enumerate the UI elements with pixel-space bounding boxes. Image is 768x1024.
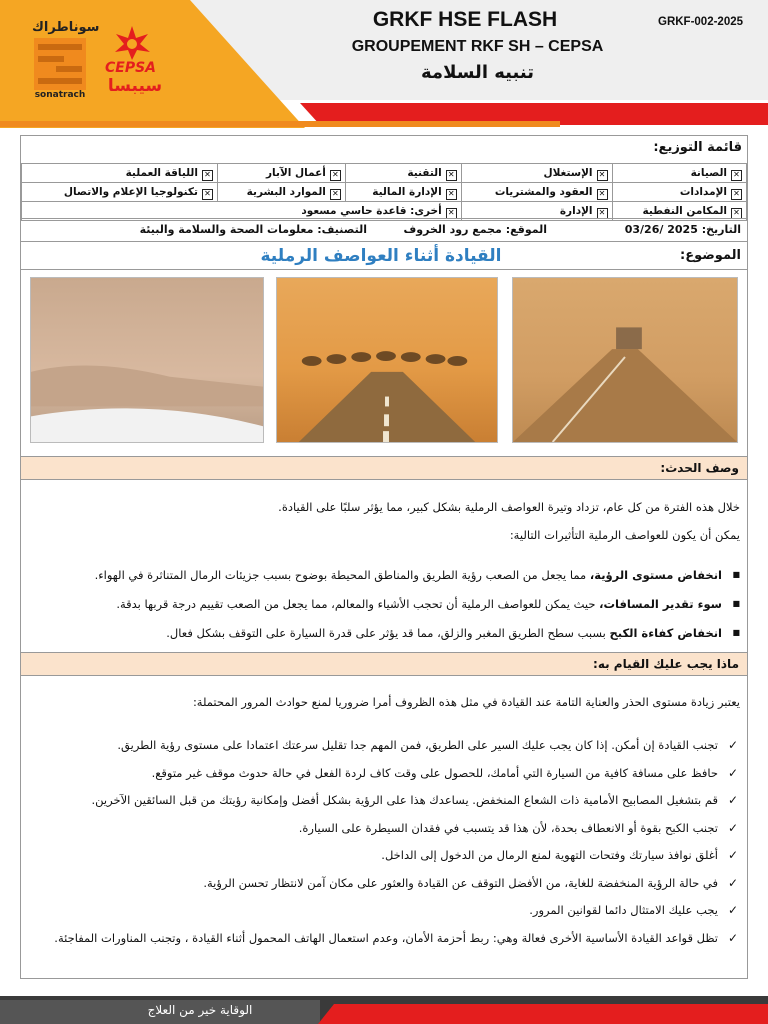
cepsa-logo-text: CEPSA: [105, 60, 157, 76]
distribution-item: ✕أخرى: قاعدة حاسي مسعود: [22, 202, 462, 221]
event-section-label: وصف الحدث:: [660, 461, 739, 475]
list-item: ✓ في حالة الرؤية المنخفضة للغاية، من الأفضل التوقف عن القيادة والعثور على مكان آمن لانتظار تحسن الرؤية.: [30, 874, 740, 892]
list-item: ✓ قم بتشغيل المصابيح الأمامية ذات الشعاع المنخفض. يساعدك هذا على الرؤية بشكل أفضل وإمكانية رؤيتك من قبل السائقين الآخرين.: [30, 791, 740, 809]
list-item: ✓ حافظ على مسافة كافية من السيارة التي أمامك، للحصول على وقت كاف لردة الفعل في حالة حدوث موقف غير متوقع.: [30, 764, 740, 782]
checkbox-checked-icon: ✕: [597, 189, 608, 200]
subject-row: [21, 243, 747, 270]
distribution-item: ✕الموارد البشرية: [217, 183, 345, 202]
distribution-row: [22, 183, 747, 202]
actions-intro: يعتبر زيادة مستوى الحذر والعناية التامة عند القيادة في مثل هذه الظروف أمرا ضروريا لمنع حوادث المرور المحتملة:: [192, 695, 740, 709]
distribution-item: ✕العقود والمشتريات: [461, 183, 612, 202]
effects-list: [40, 566, 740, 653]
list-item: ■ سوء تقدير المسافات، حيث يمكن للعواصف الرملية أن تحجب الأشياء والمعالم، مما يجعل من الصعب تقييم درجة قربها بدقة.: [40, 595, 740, 613]
distribution-item: ✕الإمدادات: [612, 183, 746, 202]
checkbox-checked-icon: ✕: [731, 208, 742, 219]
page-title-arabic: تنبيه السلامة: [421, 62, 534, 83]
distribution-item: ✕أعمال الآبار: [217, 164, 345, 183]
list-item: ■ انخفاض كفاءة الكبح بسبب سطح الطريق المغبر والزلق، مما قد يؤثر على قدرة السيارة على التوقف بشكل فعال.: [40, 624, 740, 642]
list-item: ✓ أغلق نوافذ سيارتك وفتحات التهوية لمنع الرمال من الدخول إلى الداخل.: [30, 846, 740, 864]
location-field: الموقع: مجمع رود الخروف: [403, 223, 547, 236]
distribution-item: ✕الإدارة المالية: [345, 183, 461, 202]
checkbox-checked-icon: ✕: [597, 208, 608, 219]
header-accent-stripe: [0, 121, 560, 127]
photo-truck-dust: [512, 277, 738, 443]
checkbox-checked-icon: ✕: [731, 189, 742, 200]
subject-title: القيادة أثناء العواصف الرملية: [260, 246, 502, 266]
distribution-item: ✕الإستغلال: [461, 164, 612, 183]
list-item: ✓ تجنب القيادة إن أمكن. إذا كان يجب عليك السير على الطريق، فمن المهم جدا تقليل سرعتك اعتمادا على مستوى رؤية الطريق.: [30, 736, 740, 754]
date-field: التاريخ: 2025 /03/26: [624, 223, 741, 236]
cepsa-logo-arabic: سيبسا: [107, 76, 163, 96]
footer-slogan: الوقاية خير من العلاج: [147, 1003, 253, 1017]
distribution-item: ✕اللياقة العملية: [22, 164, 218, 183]
checkbox-checked-icon: ✕: [597, 170, 608, 181]
checkbox-checked-icon: ✕: [202, 189, 213, 200]
subject-label: الموضوع:: [680, 248, 741, 263]
sonatrach-logo-arabic: سوناطراك: [32, 20, 100, 35]
distribution-list-title: قائمة التوزيع:: [653, 140, 742, 155]
event-intro-1: خلال هذه الفترة من كل عام، تزداد وتيرة العواصف الرملية بشكل كبير، مما يؤثر سلبًا على القيادة.: [278, 500, 740, 514]
actions-section-bar: [21, 652, 747, 676]
checkbox-checked-icon: ✕: [446, 170, 457, 181]
distribution-table: [21, 163, 747, 221]
checkbox-checked-icon: ✕: [731, 170, 742, 181]
list-item: ✓ تظل قواعد القيادة الأساسية الأخرى فعالة وهي: ربط أحزمة الأمان، وعدم استعمال الهاتف المحمول أثناء القيادة ، وتجنب المناورات المفاجئة.: [30, 929, 740, 947]
list-item: ■ انخفاض مستوى الرؤية، مما يجعل من الصعب رؤية الطريق والمناطق المحيطة بوضوح بسبب جزيئات الرمال المتناثرة في الهواء.: [40, 566, 740, 584]
distribution-row: [22, 164, 747, 183]
photo-windshield-sandstorm: [30, 277, 264, 443]
checkbox-checked-icon: ✕: [330, 170, 341, 181]
checkbox-checked-icon: ✕: [446, 208, 457, 219]
document-code: GRKF-002-2025: [658, 16, 744, 28]
event-section-bar: [21, 456, 747, 480]
actions-section-label: ماذا يجب عليك القيام به:: [593, 657, 739, 671]
cepsa-logo-icon: [110, 24, 154, 62]
event-intro-2: يمكن أن يكون للعواصف الرملية التأثيرات التالية:: [509, 528, 740, 542]
distribution-item: ✕الصيانة: [612, 164, 746, 183]
distribution-item: ✕الإدارة: [461, 202, 612, 221]
sonatrach-logo-icon: [34, 38, 86, 90]
page-title: GRKF HSE FLASH: [372, 8, 558, 31]
checkbox-checked-icon: ✕: [446, 189, 457, 200]
list-item: ✓ يجب عليك الامتثال دائما لقوانين المرور.: [30, 901, 740, 919]
actions-list: [30, 736, 740, 956]
distribution-item: ✕تكنولوجيا الإعلام والاتصال: [22, 183, 218, 202]
distribution-item: ✕التقنية: [345, 164, 461, 183]
checkbox-checked-icon: ✕: [202, 170, 213, 181]
checkbox-checked-icon: ✕: [330, 189, 341, 200]
sonatrach-logo-text: sonatrach: [34, 90, 86, 100]
distribution-item: ✕المكامن النفطية: [612, 202, 746, 221]
footer-red-stripe: [318, 1004, 768, 1024]
page-subtitle: GROUPEMENT RKF SH – CEPSA: [351, 38, 604, 55]
info-row: [21, 218, 747, 242]
list-item: ✓ تجنب الكبح بقوة أو الانعطاف بحدة، لأن هذا قد يتسبب في فقدان السيطرة على السيارة.: [30, 819, 740, 837]
classification-field: التصنيف: معلومات الصحة والسلامة والبيئة: [139, 223, 367, 236]
photo-camels-road: [276, 277, 498, 443]
